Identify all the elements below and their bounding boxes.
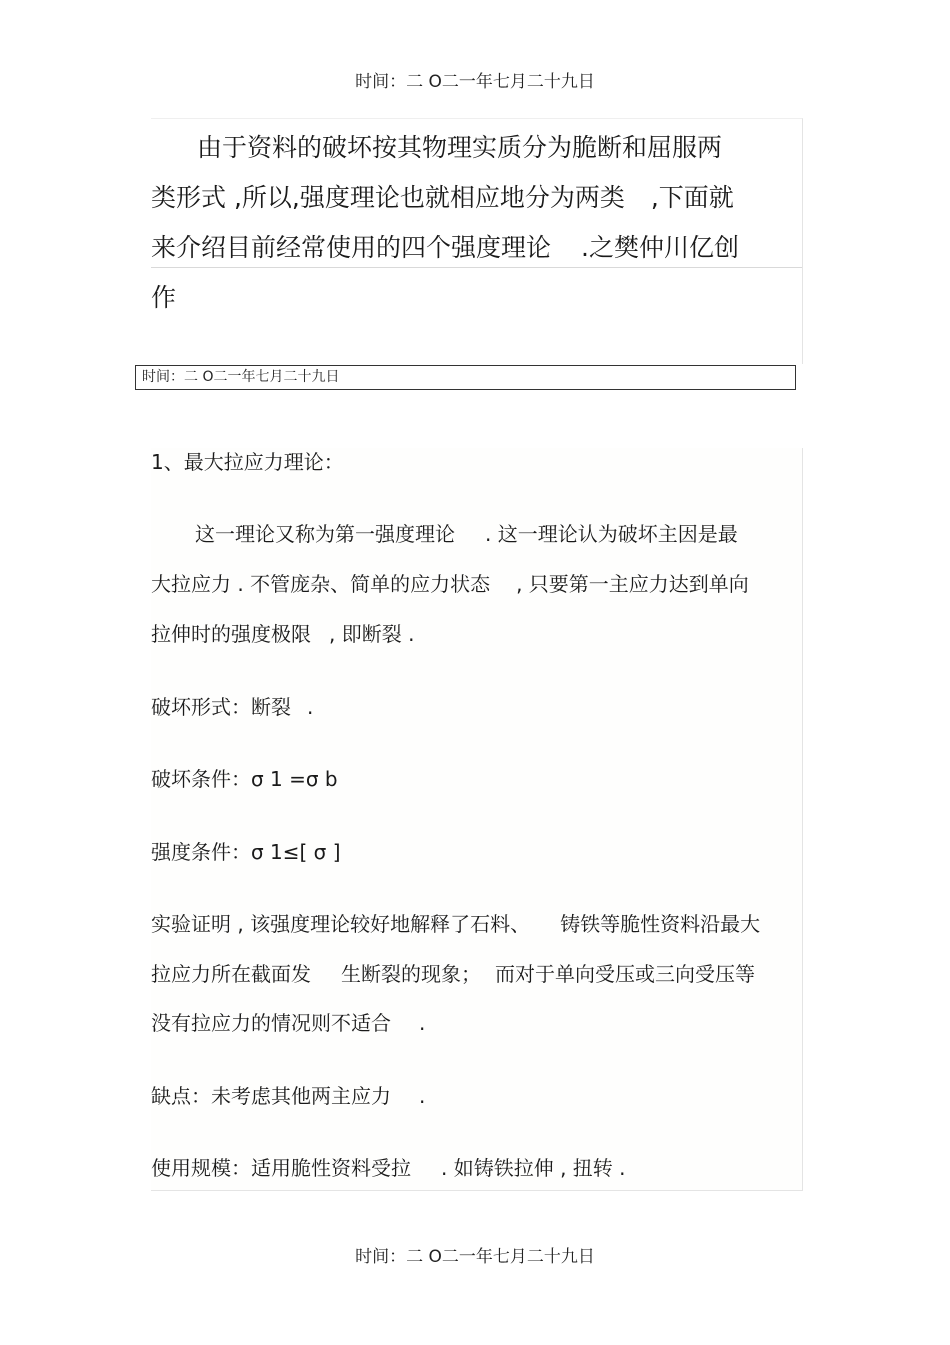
footer-timestamp: 时间：二 O二一年七月二十九日 [355,1247,595,1267]
intro-block [151,118,803,364]
failure-condition: 破坏条件：σ 1 =σ b [151,767,338,791]
experiment-line-3: 没有拉应力的情况则不适合 . [151,1011,426,1035]
intro-line-3: 来介绍目前经常使用的四个强度理论 .之樊仲川亿创 [151,233,739,262]
intro-line-4: 作 [151,283,177,312]
intro-paragraph [151,123,791,323]
timestamp-box: 时间：二 O二一年七月二十九日 [135,365,796,390]
paragraph-1-line-1: 这一理论又称为第一强度理论 . 这一理论认为破坏主因是最 [195,522,738,546]
strength-condition: 强度条件：σ 1≤[ σ ] [151,840,341,864]
failure-form: 破坏形式：断裂 . [151,695,314,719]
usage-scope: 使用规模：适用脆性资料受拉 . 如铸铁拉伸 , 扭转 . [151,1156,626,1180]
experiment-line-1: 实验证明 , 该强度理论较好地解释了石料、 铸铁等脆性资料沿最大 [151,912,761,936]
header-timestamp: 时间：二 O二一年七月二十九日 [355,72,595,92]
defect: 缺点：未考虑其他两主应力 . [151,1084,426,1108]
theory-section [151,448,803,1191]
paragraph-1-line-2: 大拉应力 . 不管庞杂、简单的应力状态 , 只要第一主应力达到单向 [151,572,749,596]
experiment-line-2: 拉应力所在截面发 生断裂的现象； 而对于单向受压或三向受压等 [151,962,755,986]
section-title: 1、最大拉应力理论： [151,450,344,474]
intro-line-2: 类形式 ,所以,强度理论也就相应地分为两类 ,下面就 [151,183,734,212]
intro-line-1: 由于资料的破坏按其物理实质分为脆断和屈服两 [197,133,723,162]
paragraph-1-line-3: 拉伸时的强度极限 , 即断裂 . [151,622,415,646]
